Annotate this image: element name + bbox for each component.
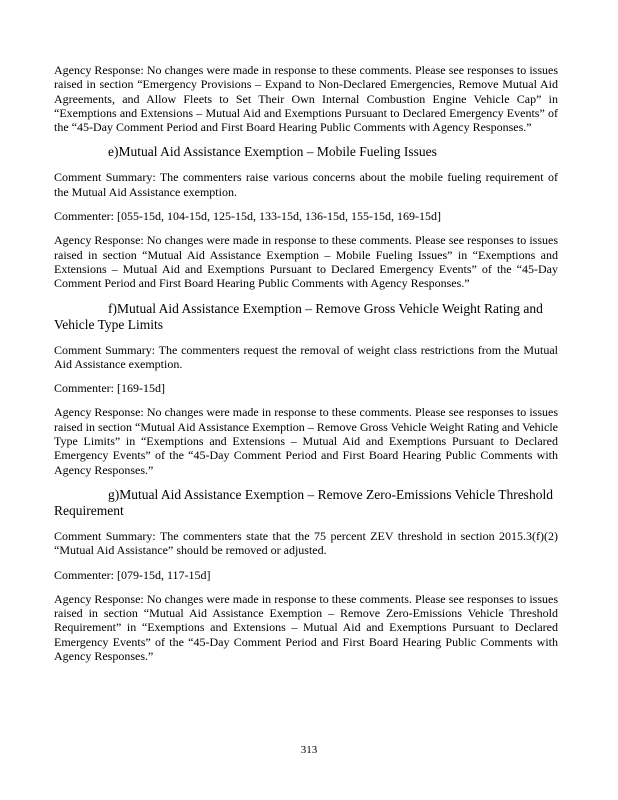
section-heading-e: e)Mutual Aid Assistance Exemption – Mobile Fueling Issues (108, 144, 437, 160)
section-heading-g: g)Mutual Aid Assistance Exemption – Remove Zero-Emissions Vehicle Threshold Requirement (54, 486, 553, 518)
agency-response-paragraph: Agency Response: No changes were made in response to these comments. Please see responses to issues raised in section “Mutual Aid Assistance Exemption – Mobile Fueling Issues” in “Exemptions and Extensions – Mutual Aid and Exemptions Pursuant to Declared Emergency Events” of the “45-Day Comment Period and First Board Hearing Public Comments with Agency Responses.” (54, 233, 558, 291)
comment-summary-paragraph: Comment Summary: The commenters request the removal of weight class restrictions from the Mutual Aid Assistance exemption. (54, 342, 558, 371)
document-body (54, 63, 558, 673)
section-heading-f: f)Mutual Aid Assistance Exemption – Remove Gross Vehicle Weight Rating and Vehicle Type Limits (54, 300, 543, 332)
comment-summary-paragraph: Comment Summary: The commenters state that the 75 percent ZEV threshold in section 2015.3(f)(2) “Mutual Aid Assistance” should be removed or adjusted. (54, 528, 558, 558)
commenter-list: Commenter: [079-15d, 117-15d] (54, 567, 211, 582)
agency-response-paragraph: Agency Response: No changes were made in response to these comments. Please see responses to issues raised in section “Mutual Aid Assistance Exemption – Remove Gross Vehicle Weight Rating and Vehicle Type Limits” in “Exemptions and Extensions – Mutual Aid and Exemptions Pursuant to Declared Emergency Events” of the “45-Day Comment Period and First Board Hearing Public Comments with Agency Responses.” (54, 405, 558, 477)
agency-response-paragraph: Agency Response: No changes were made in response to these comments. Please see responses to issues raised in section “Mutual Aid Assistance Exemption – Remove Zero-Emissions Vehicle Threshold Requirement” in “Exemptions and Extensions – Mutual Aid and Exemptions Pursuant to Declared Emergency Events” of the “45-Day Comment Period and First Board Hearing Public Comments with Agency Responses.” (54, 591, 558, 664)
commenter-list: Commenter: [169-15d] (54, 381, 165, 396)
commenter-list: Commenter: [055-15d, 104-15d, 125-15d, 133-15d, 136-15d, 155-15d, 169-15d] (54, 209, 441, 224)
page-number: 313 (300, 744, 318, 756)
comment-summary-paragraph: Comment Summary: The commenters raise various concerns about the mobile fueling requirement of the Mutual Aid Assistance exemption. (54, 170, 558, 199)
agency-response-paragraph: Agency Response: No changes were made in response to these comments. Please see responses to issues raised in section “Emergency Provisions – Expand to Non-Declared Emergencies, Remove Mutual Aid Agreements, and Allow Fleets to Set Their Own Internal Combustion Engine Vehicle Cap” in “Exemptions and Extensions – Mutual Aid and Exemptions Pursuant to Declared Emergency Events” of the “45-Day Comment Period and First Board Hearing Public Comments with Agency Responses.” (54, 63, 558, 135)
